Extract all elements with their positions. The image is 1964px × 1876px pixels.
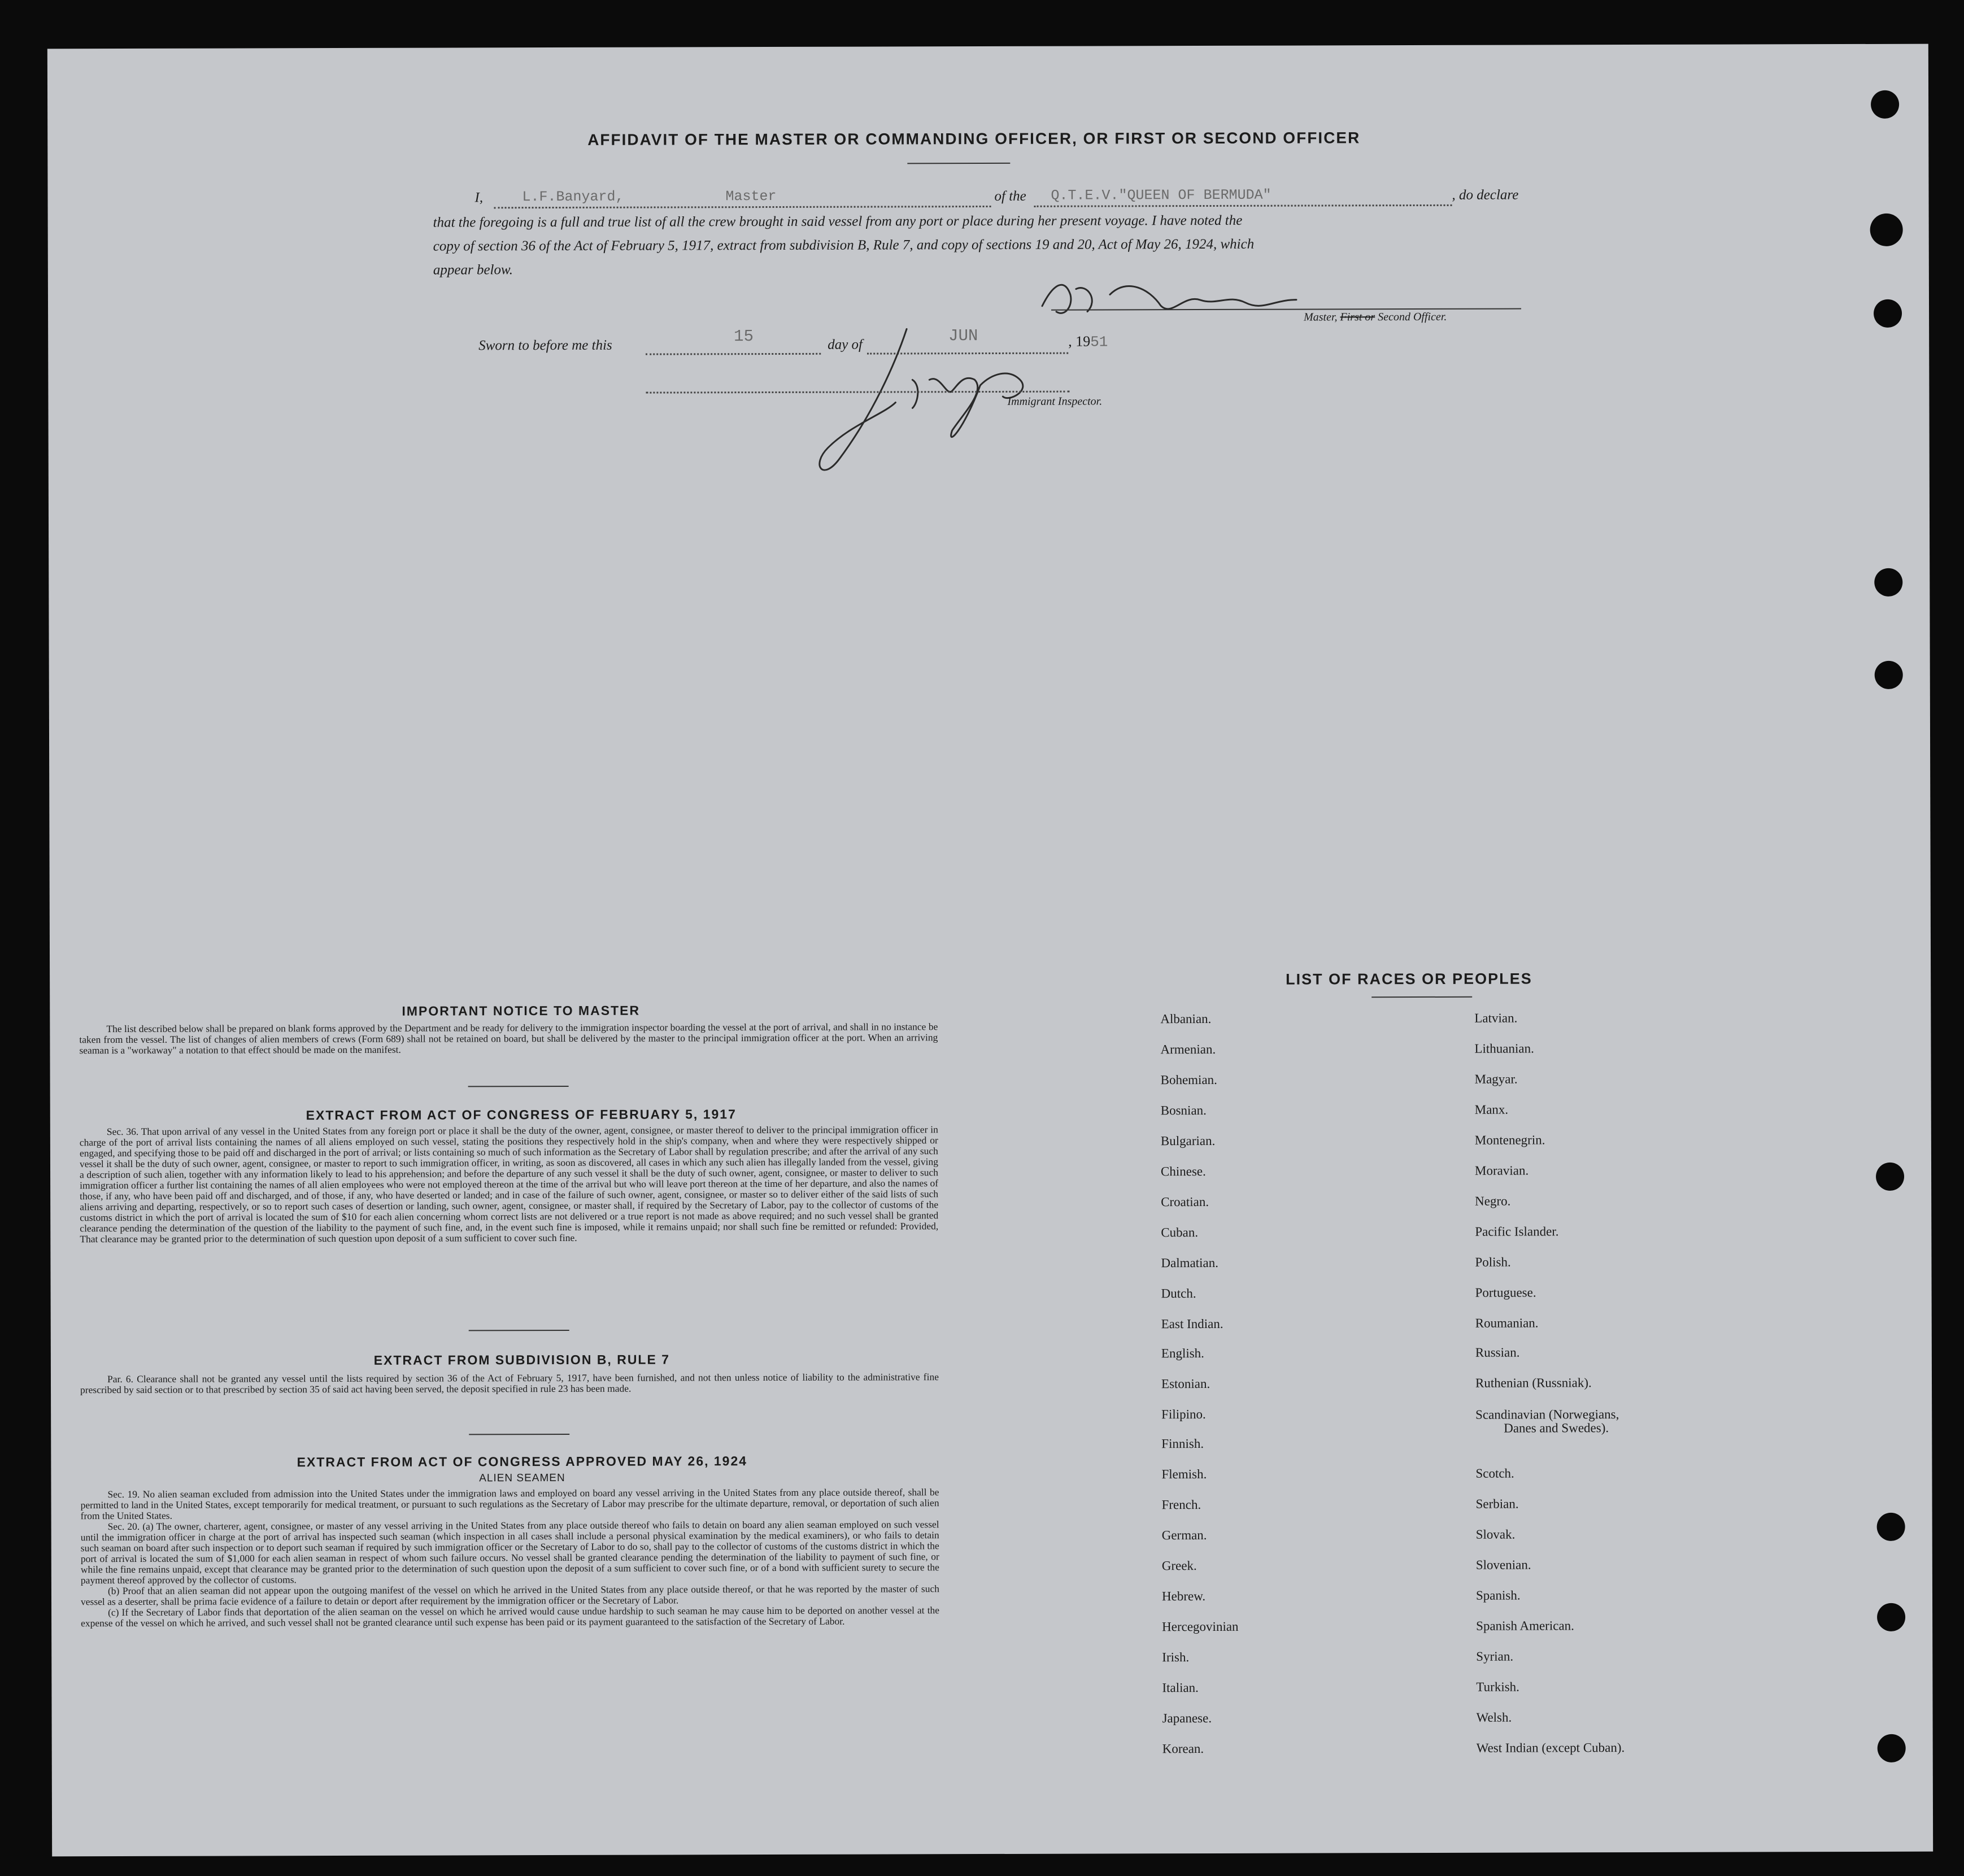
sworn-month: JUN [948, 327, 978, 346]
race-left-item: Dutch. [1161, 1286, 1196, 1301]
affidavit-line-2: that the foregoing is a full and true list of all the crew brought in said vessel from any port or place during her present voyage. I have noted the [433, 212, 1243, 230]
do-declare-text: , do declare [1452, 187, 1519, 203]
binder-hole [1877, 1513, 1905, 1541]
race-left-item: Bosnian. [1160, 1103, 1207, 1118]
master-name: L.F.Banyard, [522, 188, 624, 206]
vessel-line [1034, 204, 1452, 207]
race-left-item: Korean. [1162, 1742, 1204, 1756]
race-right-item: Magyar. [1474, 1072, 1518, 1086]
race-left-item: Flemish. [1161, 1466, 1207, 1482]
race-right-item: Slovenian. [1475, 1557, 1531, 1572]
race-left-item: Estonian. [1161, 1376, 1210, 1391]
race-right-item: Slovak. [1475, 1527, 1516, 1542]
race-right-item: Welsh. [1476, 1710, 1512, 1725]
master-rank: Master [725, 188, 777, 205]
notice-title: IMPORTANT NOTICE TO MASTER [402, 1003, 641, 1018]
race-right-item: Spanish. [1475, 1588, 1521, 1603]
master-caption-prefix: Master, [1304, 311, 1338, 324]
race-left-item: Hercegovinian [1162, 1619, 1239, 1634]
master-caption-suffix: Second Officer. [1378, 310, 1447, 324]
sworn-text: Sworn to before me this [478, 337, 612, 354]
notice-body: The list described below shall be prepared on blank forms approved by the Department and be ready for delivery to the immigration inspector boarding the vessel at the port of arrival, and shall in no instance be taken from the vessel. The list of changes of alien members of crews (Form 689) shall not be retained on board, but shall be delivered by the master to the principal immigration officer at the port. When an arriving seaman is a "workaway" a notation to that effect should be made on the manifest. [79, 1021, 938, 1056]
race-right-item: Serbian. [1475, 1496, 1519, 1511]
race-right-item: Scotch. [1475, 1466, 1514, 1481]
race-right-item: Roumanian. [1475, 1316, 1539, 1330]
race-right-item: Negro. [1475, 1194, 1511, 1208]
race-right-item: Spanish American. [1476, 1618, 1574, 1633]
master-signature [1031, 271, 1347, 334]
extract-1924-body [80, 1487, 939, 1629]
race-right-item: Portuguese. [1475, 1285, 1536, 1300]
race-left-item: Bohemian. [1160, 1072, 1217, 1087]
year-suffix: 51 [1090, 333, 1108, 351]
race-left-item: French. [1161, 1498, 1201, 1512]
race-left-item: Bulgarian. [1160, 1133, 1216, 1148]
race-right-item: Russian. [1475, 1345, 1520, 1360]
race-left-item: Irish. [1162, 1650, 1190, 1665]
day-of-text: day of [828, 337, 863, 352]
section-20b: (b) Proof that an alien seaman did not appear upon the outgoing manifest of the vessel on which he arrived in the United States from any place outside thereof, or that he was reported by the master of such vessel as a deserter, shall be prima facie evidence of a failure to detain or deport after requirement by the immigration officer or the Secretary of Labor. [80, 1583, 939, 1608]
race-left-item: Finnish. [1161, 1437, 1204, 1451]
extract-1917-divider [469, 1330, 569, 1331]
race-right-item: Scandinavian (Norwegians, [1475, 1407, 1619, 1422]
race-left-item: English. [1161, 1346, 1204, 1361]
notice-divider [468, 1086, 569, 1087]
race-left-item: Japanese. [1162, 1710, 1212, 1726]
extract-rule7-title: EXTRACT FROM SUBDIVISION B, RULE 7 [373, 1352, 670, 1368]
race-right-item: Latvian. [1474, 1011, 1518, 1025]
extract-1924-subtitle: ALIEN SEAMEN [479, 1472, 565, 1485]
race-right-item: Danes and Swedes). [1504, 1421, 1609, 1435]
binder-hole [1875, 661, 1903, 689]
binder-hole [1874, 568, 1902, 597]
document-page [47, 44, 1933, 1857]
sworn-year [1068, 333, 1108, 350]
race-right-item: Montenegrin. [1474, 1133, 1545, 1147]
race-right-item: Lithuanian. [1474, 1041, 1534, 1056]
master-caption-struck: First or [1340, 311, 1375, 324]
binder-hole [1870, 214, 1903, 246]
race-left-item: Filipino. [1161, 1407, 1206, 1422]
race-left-item: Chinese. [1160, 1164, 1206, 1179]
extract-1917-title: EXTRACT FROM ACT OF CONGRESS OF FEBRUARY 5, 1917 [306, 1107, 737, 1123]
binder-hole [1876, 1163, 1904, 1191]
binder-hole [1874, 299, 1902, 328]
race-right-item: Syrian. [1476, 1649, 1514, 1664]
affidavit-line-4: appear below. [433, 262, 513, 278]
race-right-item: Moravian. [1474, 1163, 1529, 1178]
race-right-item: West Indian (except Cuban). [1476, 1740, 1625, 1755]
of-the-text: of the [994, 188, 1026, 204]
year-prefix: , 19 [1068, 333, 1091, 350]
race-right-item: Manx. [1474, 1102, 1509, 1117]
extract-1917-body: Sec. 36. That upon arrival of any vessel in the United States from any foreign port or place it shall be the duty of the owner, agent, consignee, or master thereof to deliver to the principal immigration officer in charge of the port of arrival lists containing the names of all aliens employed on such vessel, stating the positions they respectively hold in the ship's company, when and where they were respectively shipped or engaged, and specifying those to be paid off and discharged in the port of arrival; or lists containing so much of such information as the Secretary of Labor shall by regulation prescribe; and after the arrival of any such vessel it shall be the duty of such owner, agent, consignee, or master to report to such immigration officer, in writing, as soon as discovered, all cases in which any such alien has illegally landed from the vessel, giving a description of such alien, together with any information likely to lead to his apprehension; and before the departure of any such vessel it shall be the duty of such owner, agent, consignee, or master to deliver to such immigration officer a further list containing the names of all alien employees who were not employed thereon at the time of the arrival but who will leave port thereon at the time of her departure, and also the names of those, if any, who have been paid off and discharged, and of those, if any, who have deserted or landed; and in case of the failure of such owner, agent, consignee, or master so to deliver either of the said lists of such aliens arriving and departing, respectively, or so to report such cases of desertion or landing, such owner, agent, consignee, or master shall, if required by the Secretary of Labor, pay to the collector of customs of the customs district in which the port of arrival is located the sum of $10 for each alien concerning whom correct lists are not delivered or a true report is not made as above required; and no such vessel shall be granted clearance pending the determination of the question of the liability to the payment of such fine, and, in the event such fine is imposed, while it remains unpaid; nor shall such fine be remitted or refunded: Provided, That clearance may be granted prior to the determination of such question upon deposit of a sum sufficient to cover such fine. [79, 1124, 939, 1245]
race-left-item: Greek. [1161, 1559, 1197, 1573]
section-20c: (c) If the Secretary of Labor finds that deportation of the alien seaman on the vessel on which he arrived would cause undue hardship to such seaman he may cause him to be deported on another vessel at the expense of the vessel on which he arrived, and such vessel shall not be granted clearance until such expense has been paid or its payment guaranteed to the satisfaction of the Secretary of Labor. [81, 1604, 940, 1629]
affidavit-line-3: copy of section 36 of the Act of February 5, 1917, extract from subdivision B, Rule 7, and copy of sections 19 and 20, Act of May 26, 1924, which [433, 236, 1255, 254]
race-left-item: Croatian. [1161, 1194, 1209, 1209]
inspector-signature [726, 317, 1043, 488]
section-19: Sec. 19. No alien seaman excluded from admission into the United States under the immigration laws and employed on board any vessel arriving in the United States from any place outside thereof, shall be permitted to land in the United States, except temporarily for medical treatment, or pursuant to such regulations as the Secretary of Labor may prescribe for the ultimate departure, removal, or deportation of such alien from the United States. [80, 1486, 939, 1522]
title-divider [907, 163, 1010, 164]
race-left-item: German. [1161, 1527, 1207, 1543]
race-left-item: Italian. [1162, 1681, 1199, 1695]
race-left-item: Cuban. [1161, 1225, 1199, 1240]
race-left-item: Armenian. [1160, 1042, 1216, 1057]
race-left-item: Albanian. [1160, 1011, 1212, 1026]
races-divider [1371, 996, 1472, 998]
affidavit-i: I, [474, 190, 484, 206]
race-right-item: Pacific Islander. [1475, 1224, 1559, 1239]
races-title: LIST OF RACES OR PEOPLES [1286, 970, 1532, 988]
inspector-caption: Immigrant Inspector. [1007, 395, 1103, 408]
name-line [494, 206, 991, 208]
vessel-name: Q.T.E.V."QUEEN OF BERMUDA" [1051, 186, 1271, 204]
binder-hole [1871, 90, 1899, 119]
race-right-item: Turkish. [1476, 1679, 1519, 1694]
extract-rule7-divider [469, 1434, 569, 1435]
race-left-item: Dalmatian. [1161, 1255, 1219, 1270]
master-caption [1304, 311, 1447, 324]
race-right-item: Polish. [1475, 1255, 1511, 1269]
sworn-day: 15 [734, 327, 754, 346]
race-left-item: East Indian. [1161, 1316, 1223, 1331]
extract-rule7-body: Par. 6. Clearance shall not be granted any vessel until the lists required by section 36 of the Act of February 5, 1917, have been furnished, and not then unless notice of liability to the administrative fine prescribed by said section or to that prescribed by section 35 of said act having been served, the deposit specified in rule 23 has been made. [80, 1371, 939, 1396]
race-right-item: Ruthenian (Russniak). [1475, 1376, 1592, 1390]
binder-hole [1877, 1603, 1905, 1631]
binder-hole [1878, 1734, 1906, 1762]
extract-1924-title: EXTRACT FROM ACT OF CONGRESS APPROVED MAY 26, 1924 [297, 1453, 748, 1470]
affidavit-title: AFFIDAVIT OF THE MASTER OR COMMANDING OFFICER, OR FIRST OR SECOND OFFICER [587, 129, 1361, 149]
section-20a: Sec. 20. (a) The owner, charterer, agent, consignee, or master of any vessel arriving in the United States from any place outside thereof who fails to detain on board any alien seaman employed on such vessel until the immigration officer in charge at the port of arrival has inspected such seaman (which inspection in all cases shall include a personal physical examination by the medical examiners), or who fails to detain such seaman on board after such inspection or to deport such seaman if required by such immigration officer or the Secretary of Labor to do so, shall pay to the collector of customs of the customs district in which the port of arrival is located the sum of $1,000 for each alien seaman in respect of whom such failure occurs. No vessel shall be granted clearance pending the determination of the liability to payment of such fine, or while the fine remains unpaid, except that clearance may be granted prior to the determination of such question upon the deposit of a sum sufficient to cover such fine, or of a bond with sufficient surety to secure the payment thereof approved by the collector of customs. [80, 1518, 939, 1586]
race-left-item: Hebrew. [1161, 1589, 1206, 1604]
